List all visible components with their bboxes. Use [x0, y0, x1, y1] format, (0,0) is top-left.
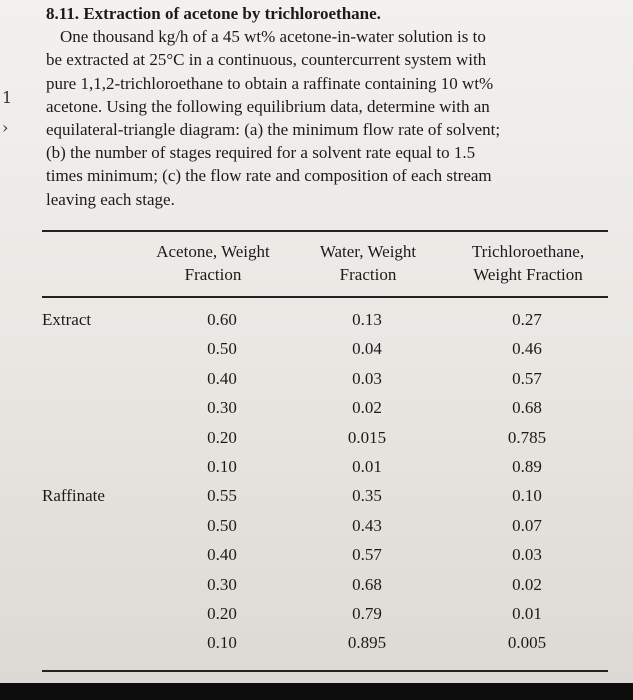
- extract-row-5-col-1: 0.20: [207, 427, 237, 447]
- raffinate-row-6-col-2: 0.895: [347, 633, 387, 653]
- raffinate-row-3-col-2: 0.57: [352, 545, 382, 565]
- extract-row-6-col-2: 0.01: [352, 457, 382, 476]
- raffinate-row-5-col-1: 0.20: [207, 604, 237, 623]
- extract-row-1-col-3: 0.27: [512, 310, 542, 329]
- raffinate-row-2-col-3: 0.07: [512, 515, 542, 535]
- table-header-rule: [42, 296, 608, 298]
- extract-row-4-col-1: 0.30: [207, 398, 237, 418]
- raffinate-row-5-col-2: 0.79: [352, 604, 382, 623]
- extract-row-4-col-3: 0.68: [512, 398, 542, 418]
- header-water: Water, Weight Fraction: [319, 242, 417, 284]
- photo-bottom-edge: [0, 683, 633, 700]
- extract-row-6-col-3: 0.89: [512, 457, 542, 476]
- problem-line: pure 1,1,2-trichloroethane to obtain a raffinate containing 10 wt%: [46, 73, 494, 93]
- problem-title: Extraction of acetone by trichloroethane.: [83, 4, 381, 23]
- extract-row-2-col-3: 0.46: [512, 339, 542, 359]
- header-acetone: Acetone, Weight Fraction: [156, 242, 270, 284]
- extract-row-3-col-2: 0.03: [352, 368, 382, 388]
- problem-heading: [46, 2, 606, 25]
- problem-line: times minimum; (c) the flow rate and composition of each stream: [46, 166, 492, 186]
- problem-number: 8.11.: [46, 4, 80, 23]
- raffinate-row-4-col-3: 0.02: [512, 574, 542, 594]
- extract-row-5-col-3: 0.785: [507, 427, 547, 447]
- extract-row-3-col-3: 0.57: [512, 368, 542, 388]
- raffinate-row-1-col-3: 0.10: [512, 486, 542, 506]
- header-trichloroethane: Trichloroethane, Weight Fraction: [471, 242, 585, 284]
- raffinate-row-4-col-1: 0.30: [207, 574, 237, 594]
- extract-row-1-col-1: 0.60: [207, 310, 237, 329]
- extract-row-4-col-2: 0.02: [352, 398, 382, 418]
- extract-row-3-col-1: 0.40: [207, 368, 237, 388]
- problem-statement: [46, 2, 606, 211]
- raffinate-label: Raffinate: [42, 486, 105, 505]
- problem-line: (b) the number of stages required for a solvent rate equal to 1.5: [46, 143, 476, 163]
- extract-row-2-col-2: 0.04: [352, 339, 382, 359]
- raffinate-row-1-col-2: 0.35: [352, 486, 382, 506]
- problem-line: leaving each stage.: [46, 189, 175, 209]
- problem-line: One thousand kg/h of a 45 wt% acetone-in-water solution is to: [60, 27, 486, 47]
- margin-mark: ›: [2, 118, 9, 137]
- table-top-rule: [42, 230, 608, 232]
- raffinate-row-2-col-2: 0.43: [352, 515, 382, 535]
- raffinate-row-6-col-1: 0.10: [207, 633, 237, 653]
- raffinate-row-3-col-3: 0.03: [512, 545, 542, 565]
- extract-row-5-col-2: 0.015: [347, 427, 387, 447]
- extract-row-6-col-1: 0.10: [207, 457, 237, 476]
- raffinate-row-6-col-3: 0.005: [507, 633, 547, 653]
- table-bottom-rule: [42, 670, 608, 672]
- raffinate-row-1-col-1: 0.55: [207, 486, 237, 506]
- raffinate-row-5-col-3: 0.01: [512, 604, 542, 623]
- extract-row-1-col-2: 0.13: [352, 310, 382, 329]
- raffinate-row-3-col-1: 0.40: [207, 545, 237, 565]
- problem-line: acetone. Using the following equilibrium data, determine with an: [46, 96, 490, 116]
- extract-label: Extract: [42, 310, 92, 329]
- raffinate-row-4-col-2: 0.68: [352, 574, 382, 594]
- raffinate-row-2-col-1: 0.50: [207, 515, 237, 535]
- extract-row-2-col-1: 0.50: [207, 339, 237, 359]
- margin-mark: 1: [2, 88, 13, 107]
- problem-line: be extracted at 25°C in a continuous, countercurrent system with: [46, 50, 487, 70]
- problem-line: equilateral-triangle diagram: (a) the minimum flow rate of solvent;: [46, 120, 501, 140]
